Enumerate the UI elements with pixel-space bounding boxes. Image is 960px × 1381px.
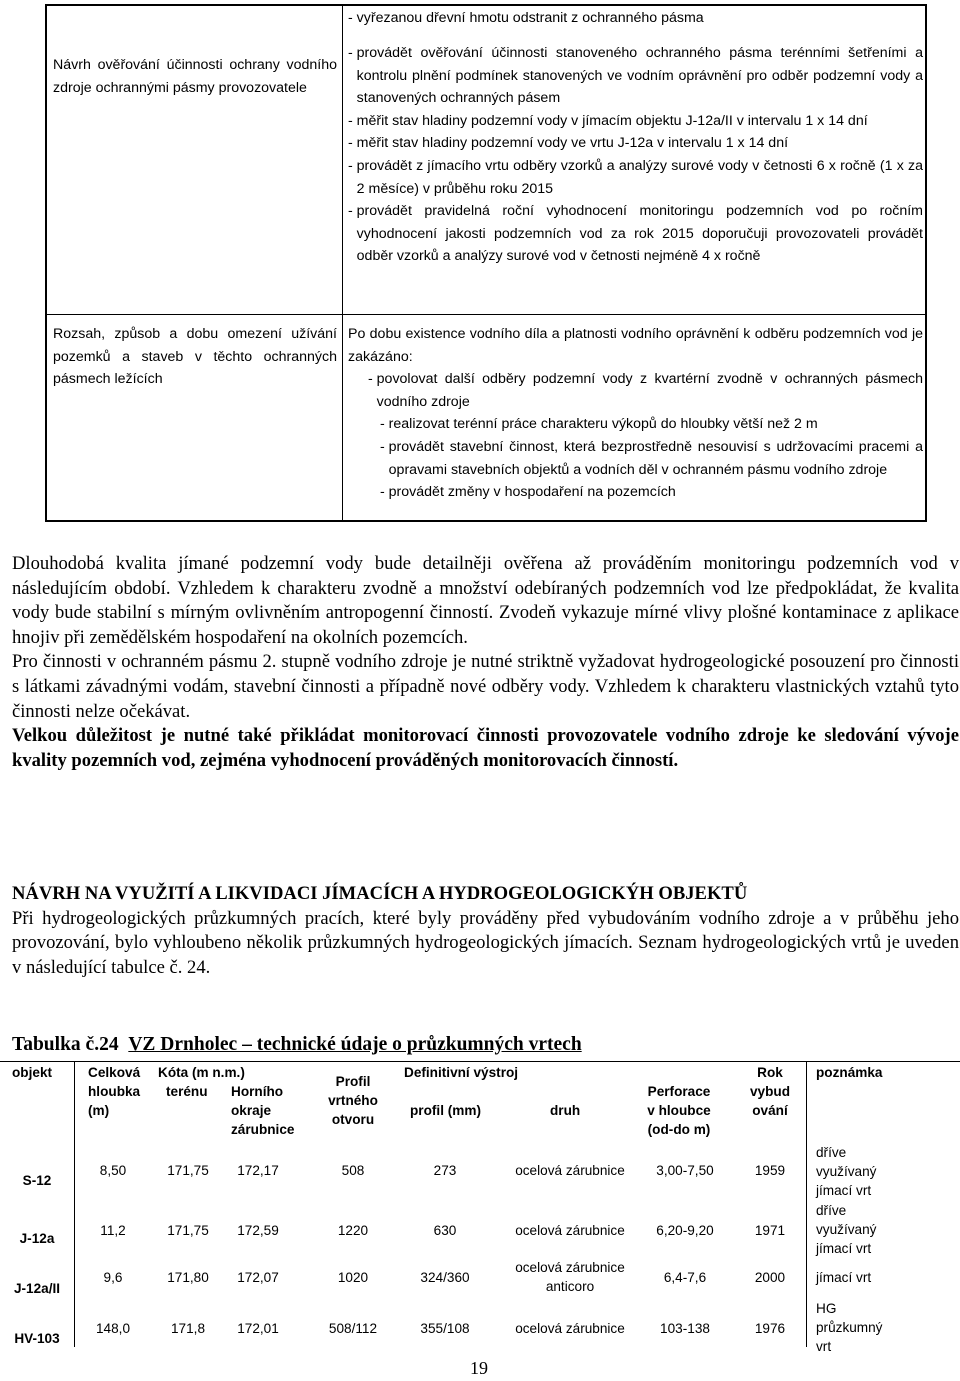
list-item: - realizovat terénní práce charakteru výkopů do hloubky větší než 2 m <box>380 416 818 433</box>
table-row-divider <box>47 314 925 315</box>
row-druh: ocelová zárubnice <box>515 1163 625 1178</box>
header-rok: Rok <box>757 1065 783 1080</box>
row-druh-extra: anticoro <box>545 1279 595 1294</box>
row-objekt: J-12a <box>19 1231 55 1246</box>
row-poznamka: HG průzkumný vrt <box>816 1301 883 1354</box>
restriction-items <box>348 323 923 504</box>
row-teren: 171,8 <box>170 1321 206 1336</box>
continued-cell <box>348 7 923 30</box>
row-poznamka: jímací vrt <box>816 1270 872 1285</box>
row-horni: 172,01 <box>237 1321 279 1336</box>
header-celkova: Celková <box>88 1065 141 1080</box>
row-teren: 171,80 <box>167 1270 209 1285</box>
row-rok: 1976 <box>754 1321 786 1336</box>
row-hloubka: 9,6 <box>103 1270 123 1285</box>
technical-table <box>0 1057 960 1354</box>
header-definitivni: Definitivní výstroj <box>404 1065 519 1080</box>
row-poznamka: dříve využívaný jímací vrt <box>816 1203 877 1256</box>
row-label-monitoring: Návrh ověřování účinnosti ochrany vodního zdroje ochrannými pásmy provozovatele <box>53 57 337 96</box>
row-hloubka: 8,50 <box>99 1163 127 1178</box>
section-heading: NÁVRH NA VYUŽITÍ A LIKVIDACI JÍMACÍCH A HYDROGEOLOGICKÝH OBJEKTŮ <box>12 883 748 904</box>
row-rok: 1959 <box>754 1163 786 1178</box>
table-caption <box>12 1033 582 1058</box>
header-horniho: Horního <box>231 1084 284 1099</box>
row-profil: 1220 <box>337 1223 369 1238</box>
row-profil-mm: 630 <box>433 1223 457 1238</box>
header-objekt: objekt <box>12 1065 53 1080</box>
row-hloubka: 11,2 <box>100 1223 126 1238</box>
list-item: - provádět pravidelná roční vyhodnocení monitoringu podzemních vod po ročním vyhodnocení jakosti podzemních vod za rok 2015 doporučuji provozovateli provádět odběr vzorků a analýzy surové vod v četnosti nejméně 4 x ročně <box>348 203 923 265</box>
row-rok: 1971 <box>754 1223 786 1238</box>
row-label-restrictions: Rozsah, způsob a dobu omezení užívání pozemků a staveb v těchto ochranných pásmech ležících <box>53 326 337 388</box>
table-column-divider <box>806 1061 807 1347</box>
row-hloubka: 148,0 <box>95 1321 131 1336</box>
page-number: 19 <box>470 1358 488 1378</box>
header-unit-m: (m) <box>88 1103 110 1118</box>
header-perforace: Perforace <box>647 1084 711 1099</box>
header-otvoru: otvoru <box>331 1112 375 1127</box>
row-profil: 508/112 <box>328 1321 378 1336</box>
list-item: - měřit stav hladiny podzemní vody ve vrtu J-12a v intervalu 1 x 14 dní <box>348 135 789 152</box>
paragraph-protection-zone: Pro činnosti v ochranném pásmu 2. stupně vodního zdroje je nutné striktně vyžadovat hydrogeologické posouzení pro činnosti s látkami závadnými vodám, stavební činnosti a případně nové odběry vody. Vzhledem k charakteru vlastnických vztahů tyto činnosti nelze očekávat. <box>12 651 959 722</box>
restriction-intro: Po dobu existence vodního díla a platnosti vodního oprávnění k odběru podzemních vod je zakázáno: <box>348 326 923 365</box>
header-kota: Kóta (m n.m.) <box>158 1065 245 1080</box>
table-column-divider <box>342 6 343 520</box>
row-druh: ocelová zárubnice <box>515 1260 625 1275</box>
row-objekt: HV-103 <box>14 1331 60 1346</box>
header-okraje: okraje <box>231 1103 272 1118</box>
list-item: - měřit stav hladiny podzemní vody v jímacím objektu J-12a/II v intervalu 1 x 14 dní <box>348 112 868 129</box>
row-perforace: 6,20-9,20 <box>656 1223 714 1238</box>
section-block <box>12 882 959 980</box>
requirements-table <box>45 4 927 522</box>
header-druh: druh <box>550 1103 581 1118</box>
row-profil: 1020 <box>337 1270 369 1285</box>
header-od-do: (od-do m) <box>647 1122 711 1137</box>
list-item: - povolovat další odběry podzemní vody z kvartérní zvodně v ochranných pásmech vodního zdroje <box>368 371 923 410</box>
row-perforace: 103-138 <box>660 1321 710 1336</box>
row-druh: ocelová zárubnice <box>515 1223 625 1238</box>
body-paragraphs <box>12 552 959 773</box>
row-profil: 508 <box>341 1163 365 1178</box>
table-caption-number: Tabulka č.24 <box>12 1034 119 1055</box>
row-horni: 172,07 <box>237 1270 279 1285</box>
row-horni: 172,17 <box>237 1163 279 1178</box>
row-druh: ocelová zárubnice <box>515 1321 625 1336</box>
row-objekt: J-12a/II <box>13 1281 61 1296</box>
header-v-hloubce: v hloubce <box>647 1103 711 1118</box>
header-terenu: terénu <box>166 1084 208 1099</box>
row-horni: 172,59 <box>237 1223 279 1238</box>
table-top-border <box>0 1061 960 1062</box>
header-vrtneho: vrtného <box>328 1093 378 1108</box>
row-objekt: S-12 <box>22 1173 52 1188</box>
header-profil: Profil <box>335 1074 371 1089</box>
list-item: - provádět z jímacího vrtu odběry vzorků a analýzy surové vody v četnosti 6 x ročně (1 x za 2 měsíce) v průběhu roku 2015 <box>348 157 923 197</box>
header-poznamka: poznámka <box>816 1065 883 1080</box>
list-item: - provádět ověřování účinnosti stanoveného ochranného pásma terénními šetřeními a kontrolu plnění podmínek stanovených ve vodním oprávnění pro odběr podzemní vody a stanovených ochranných pásem <box>348 45 923 107</box>
row-profil-mm: 355/108 <box>420 1321 470 1336</box>
header-profil-mm: profil (mm) <box>410 1103 481 1118</box>
header-hloubka: hloubka <box>88 1084 141 1099</box>
table-caption-title: VZ Drnholec – technické údaje o průzkumných vrtech <box>128 1034 582 1055</box>
row-profil-mm: 273 <box>433 1163 457 1178</box>
row-rok: 2000 <box>754 1270 786 1285</box>
monitoring-items <box>348 42 923 268</box>
list-item: - provádět změny v hospodaření na pozemcích <box>380 484 676 501</box>
header-ovani: ování <box>752 1103 788 1118</box>
continued-item: - vyřezanou dřevní hmotu odstranit z ochranného pásma <box>348 10 704 26</box>
list-item: - provádět stavební činnost, která bezprostředně nesouvisí s udržovacími pracemi a opravami stavebních objektů a vodních děl v ochranném pásmu vodního zdroje <box>380 438 923 478</box>
row-perforace: 6,4-7,6 <box>663 1270 707 1285</box>
row-profil-mm: 324/360 <box>420 1270 470 1285</box>
row-poznamka: dříve využívaný jímací vrt <box>816 1145 877 1198</box>
section-body: Při hydrogeologických průzkumných pracích, které byly prováděny před vybudováním vodního zdroje a v průběhu jeho provozování, bylo vyhloubeno několik průzkumných hydrogeologických jímacích. Seznam hydrogeologických vrtů je uveden v následující tabulce č. 24. <box>12 907 959 978</box>
paragraph-quality: Dlouhodobá kvalita jímané podzemní vody bude detailněji ověřena až prováděním monitoringu podzemních vod v následujícím období. Vzhledem k charakteru zvodně a množství odebíraných podzemních vod lze předpokládat, že kvalita vody bude stabilní s mírným ovlivněním antropogenní činností. Zvodeň vykazuje mírné vlivy plošné kontaminace z aplikace hnojiv při zemědělském hospodaření na okolních pozemcích. <box>12 553 959 648</box>
paragraph-importance: Velkou důležitost je nutné také přikládat monitorovací činnosti provozovatele vodního zdroje ke sledování vývoje kvality pozemních vod, zejména vyhodnocení prováděných monitorovacích činností. <box>12 725 959 771</box>
header-vybud: vybud <box>749 1084 791 1099</box>
table-column-divider <box>74 1061 75 1347</box>
row-teren: 171,75 <box>167 1223 209 1238</box>
header-zarubnice: zárubnice <box>231 1122 295 1137</box>
row-perforace: 3,00-7,50 <box>656 1163 714 1178</box>
row-teren: 171,75 <box>167 1163 209 1178</box>
